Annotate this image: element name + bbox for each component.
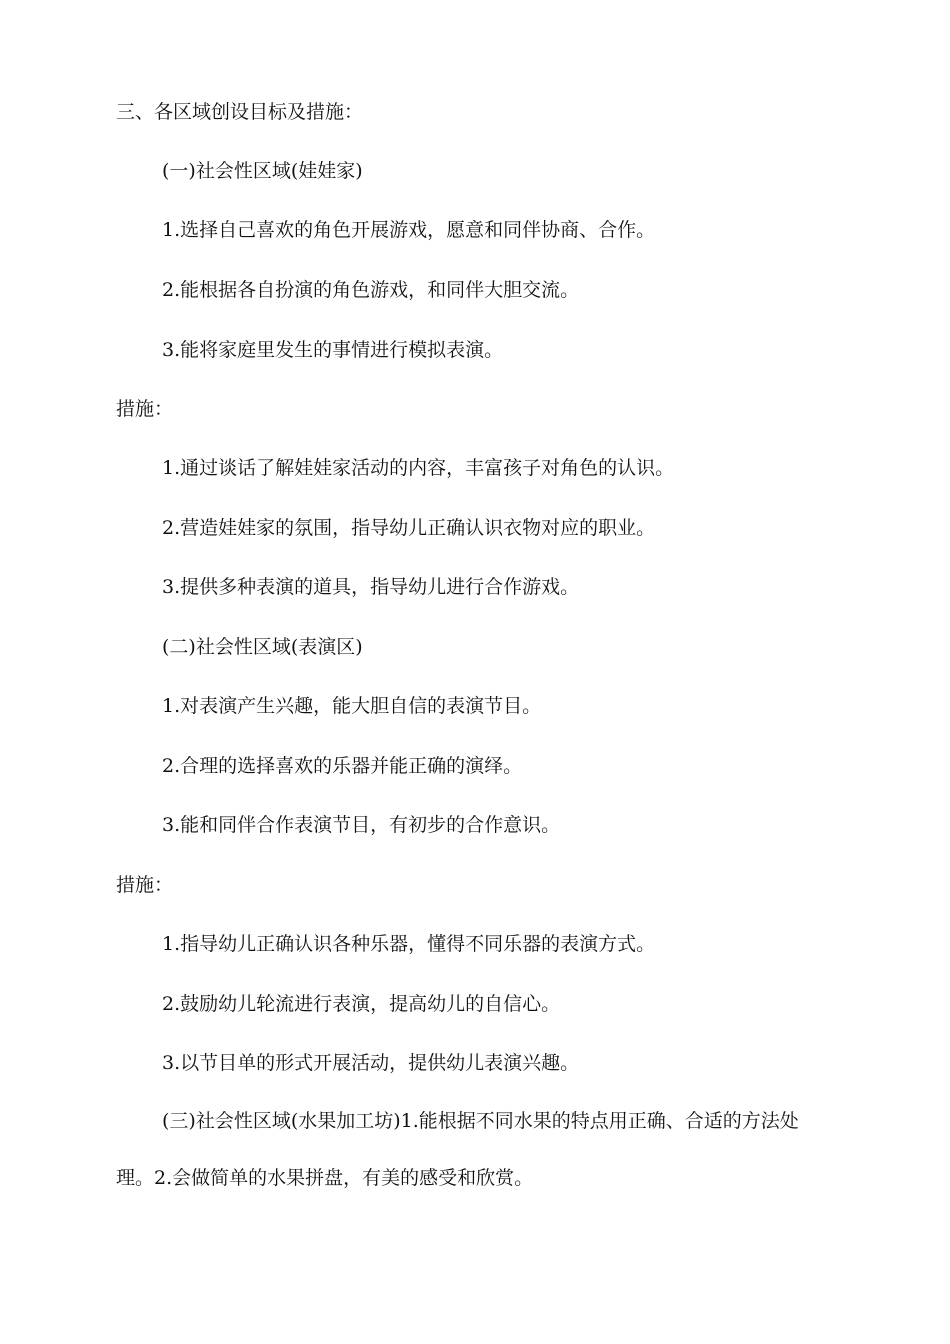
area2-measures-label: 措施：	[116, 874, 174, 896]
area2-goal-1: 1.对表演产生兴趣，能大胆自信的表演节目。	[162, 695, 542, 717]
area1-goal-1: 1.选择自己喜欢的角色开展游戏，愿意和同伴协商、合作。	[162, 219, 656, 241]
area2-title: (二)社会性区域(表演区)	[162, 636, 363, 658]
area1-measures-label: 措施：	[116, 398, 174, 420]
area1-goal-3: 3.能将家庭里发生的事情进行模拟表演。	[162, 339, 504, 361]
area2-measure-1: 1.指导幼儿正确认识各种乐器，懂得不同乐器的表演方式。	[162, 933, 656, 955]
area2-goal-2: 2.合理的选择喜欢的乐器并能正确的演绎。	[162, 755, 523, 777]
area1-title: (一)社会性区域(娃娃家)	[162, 160, 363, 182]
area1-measure-1: 1.通过谈话了解娃娃家活动的内容，丰富孩子对角色的认识。	[162, 457, 675, 479]
area1-measure-2: 2.营造娃娃家的氛围，指导幼儿正确认识衣物对应的职业。	[162, 517, 656, 539]
area2-measure-2: 2.鼓励幼儿轮流进行表演，提高幼儿的自信心。	[162, 993, 561, 1015]
area1-measure-3: 3.提供多种表演的道具，指导幼儿进行合作游戏。	[162, 576, 580, 598]
area1-goal-2: 2.能根据各自扮演的角色游戏，和同伴大胆交流。	[162, 279, 580, 301]
area3-paragraph: (三)社会性区域(水果加工坊)1.能根据不同水果的特点用正确、合适的方法处理。2.会做简单的水果拼盘，有美的感受和欣赏。	[116, 1110, 799, 1189]
area2-goal-3: 3.能和同伴合作表演节目，有初步的合作意识。	[162, 814, 561, 836]
area2-measure-3: 3.以节目单的形式开展活动，提供幼儿表演兴趣。	[162, 1052, 580, 1074]
section-heading: 三、各区域创设目标及措施：	[116, 101, 364, 123]
